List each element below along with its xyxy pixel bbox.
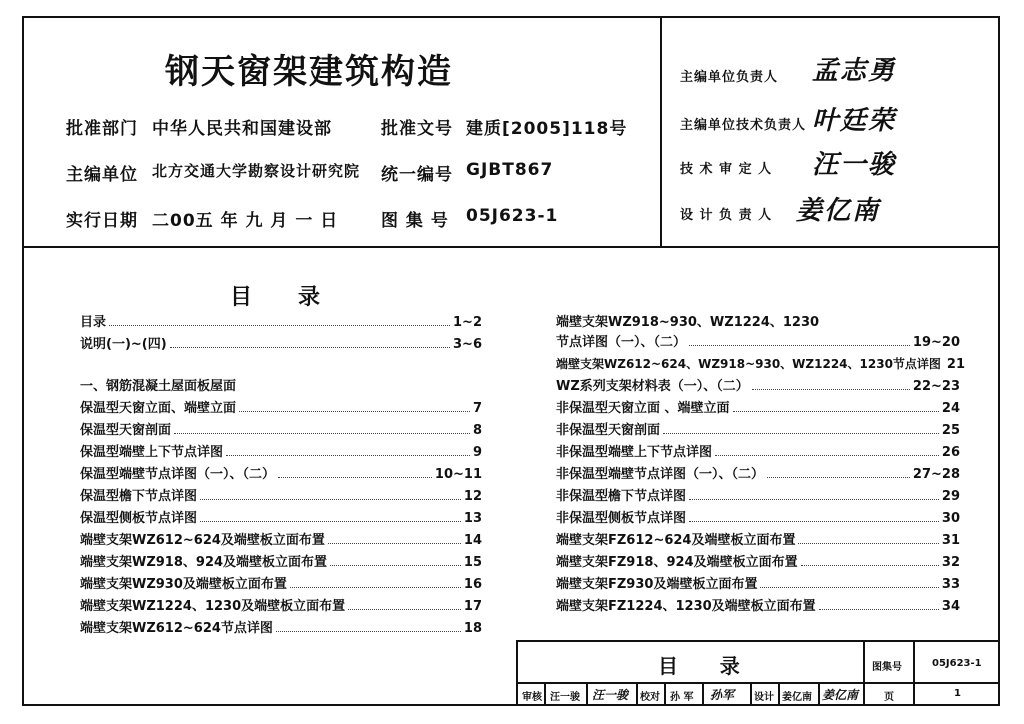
toc-entry <box>80 484 482 504</box>
toc-entry-title: WZ系列支架材料表（一）、（二） <box>556 379 749 394</box>
toc-entry <box>80 310 482 330</box>
toc-entry-title: 端壁支架FZ1224、1230及端壁板立面布置 <box>556 599 816 614</box>
toc-entry <box>80 594 482 614</box>
leader-dots <box>200 521 461 522</box>
atlas-no-label: 图 集 号 <box>381 211 449 231</box>
toc-entry-page: 15 <box>463 555 482 570</box>
effective-date-label: 实行日期 <box>66 211 138 231</box>
toc-entry-title: 保温型端壁节点详图（一）、（二） <box>80 467 276 482</box>
unified-no-label: 统一编号 <box>381 165 453 185</box>
header-divider <box>660 16 662 248</box>
toc-entry <box>556 550 960 570</box>
toc-entry-title: 端壁支架FZ918、924及端壁板立面布置 <box>556 555 798 570</box>
tb-divider <box>778 682 780 704</box>
signature-design-lead: 姜亿南 <box>796 196 881 226</box>
toc-entry-page: 12 <box>463 489 482 504</box>
leader-dots <box>733 411 939 412</box>
leader-dots <box>276 631 461 632</box>
signature-tech-reviewer: 汪一骏 <box>812 150 897 180</box>
toc-left-column <box>80 310 482 640</box>
leader-dots <box>715 455 939 456</box>
leader-dots <box>109 325 450 326</box>
checker-name: 孙 军 <box>670 692 694 703</box>
toc-entry <box>80 332 482 352</box>
toc-entry <box>80 396 482 416</box>
toc-entry-page: 7 <box>472 401 482 416</box>
editor-unit-label: 主编单位 <box>66 165 138 185</box>
toc-entry-page: 29 <box>941 489 960 504</box>
toc-entry-page: 22~23 <box>912 379 960 394</box>
toc-entry <box>556 440 960 460</box>
toc-entry-page: 27~28 <box>912 467 960 482</box>
reviewer-name: 汪一骏 <box>550 692 580 703</box>
toc-entry-page: 18 <box>463 621 482 636</box>
toc-entry-page: 30 <box>941 511 960 526</box>
approval-no-value: 建质[2005]118号 <box>466 119 628 139</box>
toc-entry <box>80 550 482 570</box>
leader-dots <box>170 347 450 348</box>
toc-entry-page: 19~20 <box>912 335 960 350</box>
toc-entry <box>80 528 482 548</box>
atlas-no-value: 05J623-1 <box>466 206 559 226</box>
toc-entry-title: 端壁支架WZ918、924及端壁板立面布置 <box>80 555 328 570</box>
toc-entry-page: 24 <box>941 401 960 416</box>
role-design-lead: 设 计 负 责 人 <box>680 208 773 223</box>
tb-divider <box>702 682 704 704</box>
toc-entry <box>556 330 960 350</box>
leader-dots <box>767 477 910 478</box>
toc-entry <box>556 374 960 394</box>
toc-entry-title: 目录 <box>80 315 107 330</box>
atlas-no-label: 图集号 <box>872 662 902 673</box>
toc-entry-title: 非保温型天窗剖面 <box>556 423 661 438</box>
toc-entry-title: 端壁支架FZ930及端壁板立面布置 <box>556 577 758 592</box>
toc-entry-title: 端壁支架WZ930及端壁板立面布置 <box>80 577 287 592</box>
toc-entry-title: 说明(一)~(四) <box>80 337 167 352</box>
toc-entry-title: 保温型檐下节点详图 <box>80 489 198 504</box>
toc-heading: 目 录 <box>230 285 320 310</box>
tb-divider <box>818 682 820 704</box>
role-chief-editor: 主编单位负责人 <box>680 70 779 85</box>
leader-dots <box>689 345 910 346</box>
toc-entry-title: 保温型端壁上下节点详图 <box>80 445 224 460</box>
leader-dots <box>752 389 910 390</box>
role-tech-lead: 主编单位技术负责人 <box>680 118 807 133</box>
toc-entry-title: 非保温型侧板节点详图 <box>556 511 687 526</box>
toc-entry-title: 保温型天窗剖面 <box>80 423 172 438</box>
toc-entry <box>80 440 482 460</box>
check-label: 校对 <box>640 692 660 703</box>
atlas-no-value: 05J623-1 <box>932 658 982 669</box>
toc-entry-title: 端壁支架WZ612~624、WZ918~930、WZ1224、1230节点详图 <box>556 357 941 371</box>
tb-divider <box>586 682 588 704</box>
leader-dots <box>278 477 432 478</box>
toc-entry-page: 16 <box>463 577 482 592</box>
toc-section-heading <box>80 374 482 394</box>
leader-dots <box>328 543 461 544</box>
signature-chief-editor: 孟志勇 <box>812 56 897 86</box>
toc-entry <box>80 616 482 636</box>
toc-entry-page: 13 <box>463 511 482 526</box>
leader-dots <box>819 609 939 610</box>
toc-entry-title: 非保温型端壁上下节点详图 <box>556 445 713 460</box>
toc-entry-page: 32 <box>941 555 960 570</box>
toc-entry-title: 端壁支架WZ1224、1230及端壁板立面布置 <box>80 599 346 614</box>
leader-dots <box>663 433 939 434</box>
toc-entry-page: 31 <box>941 533 960 548</box>
approval-dept-label: 批准部门 <box>66 119 138 139</box>
toc-entry <box>556 462 960 482</box>
checker-signature: 孙军 <box>710 688 735 702</box>
toc-entry-page: 3~6 <box>453 337 482 352</box>
toc-entry-title: 端壁支架WZ612~624及端壁板立面布置 <box>80 533 325 548</box>
toc-entry-title: 非保温型端壁节点详图（一）、（二） <box>556 467 765 482</box>
leader-dots <box>174 433 470 434</box>
leader-dots <box>348 609 461 610</box>
tb-divider <box>750 682 752 704</box>
toc-entry <box>80 462 482 482</box>
toc-entry-page: 33 <box>941 577 960 592</box>
atlas-title: 钢天窗架建筑构造 <box>165 52 453 92</box>
toc-entry <box>556 352 966 372</box>
designer-name: 姜亿南 <box>782 692 812 703</box>
toc-entry-page: 14 <box>463 533 482 548</box>
tb-divider <box>636 682 638 704</box>
toc-entry <box>556 572 960 592</box>
tb-divider <box>664 682 666 704</box>
toc-entry <box>556 594 960 614</box>
toc-section-title: 一、钢筋混凝土屋面板屋面 <box>80 379 237 394</box>
reviewer-signature: 汪一骏 <box>592 688 629 702</box>
toc-entry <box>556 528 960 548</box>
toc-entry <box>556 418 960 438</box>
tb-divider <box>863 642 865 704</box>
toc-entry-page: 8 <box>472 423 482 438</box>
page-label: 页 <box>884 692 894 703</box>
toc-entry <box>556 396 960 416</box>
toc-entry-title: 端壁支架FZ612~624及端壁板立面布置 <box>556 533 796 548</box>
toc-entry-title: 非保温型檐下节点详图 <box>556 489 687 504</box>
toc-entry-page: 9 <box>472 445 482 460</box>
design-label: 设计 <box>754 692 774 703</box>
signature-tech-lead: 叶廷荣 <box>812 106 897 136</box>
leader-dots <box>798 543 938 544</box>
toc-entry-title: 非保温型天窗立面 、端壁立面 <box>556 401 730 416</box>
tb-divider <box>518 682 998 684</box>
toc-entry-page: 1~2 <box>453 315 482 330</box>
leader-dots <box>760 587 938 588</box>
toc-entry-title: 保温型侧板节点详图 <box>80 511 198 526</box>
leader-dots <box>239 411 470 412</box>
role-tech-reviewer: 技 术 审 定 人 <box>680 162 773 177</box>
tb-divider <box>544 682 546 704</box>
leader-dots <box>689 499 939 500</box>
designer-signature: 姜亿南 <box>822 688 859 702</box>
approval-no-label: 批准文号 <box>381 119 453 139</box>
toc-entry-title: 保温型天窗立面、端壁立面 <box>80 401 237 416</box>
leader-dots <box>801 565 939 566</box>
title-block <box>516 640 1000 706</box>
toc-entry-page: 10~11 <box>434 467 482 482</box>
toc-entry-title: 节点详图（一）、（二） <box>556 335 687 350</box>
toc-right-column <box>556 310 966 620</box>
unified-no-value: GJBT867 <box>466 160 554 180</box>
sheet-title: 目 录 <box>658 654 740 678</box>
toc-entry-page: 21 <box>946 357 966 372</box>
leader-dots <box>200 499 461 500</box>
toc-entry-page: 34 <box>941 599 960 614</box>
toc-entry-page: 17 <box>463 599 482 614</box>
leader-dots <box>226 455 470 456</box>
editor-unit-value: 北方交通大学勘察设计研究院 <box>152 162 361 180</box>
toc-entry-title: 端壁支架WZ918~930、WZ1224、1230 <box>556 315 820 330</box>
toc-entry-title: 端壁支架WZ612~624节点详图 <box>80 621 273 636</box>
toc-entry-page: 26 <box>941 445 960 460</box>
tb-divider <box>913 642 915 704</box>
toc-entry <box>556 310 960 330</box>
review-label: 审核 <box>522 692 542 703</box>
leader-dots <box>290 587 461 588</box>
toc-entry <box>80 572 482 592</box>
header-bottom-line <box>22 246 1000 248</box>
toc-entry-page: 25 <box>941 423 960 438</box>
toc-entry <box>80 506 482 526</box>
toc-entry <box>556 506 960 526</box>
leader-dots <box>330 565 461 566</box>
leader-dots <box>689 521 939 522</box>
approval-dept-value: 中华人民共和国建设部 <box>152 119 332 139</box>
toc-entry <box>80 418 482 438</box>
effective-date-value: 二00五 年 九 月 一 日 <box>152 211 339 231</box>
page-number: 1 <box>954 688 961 699</box>
toc-entry <box>556 484 960 504</box>
